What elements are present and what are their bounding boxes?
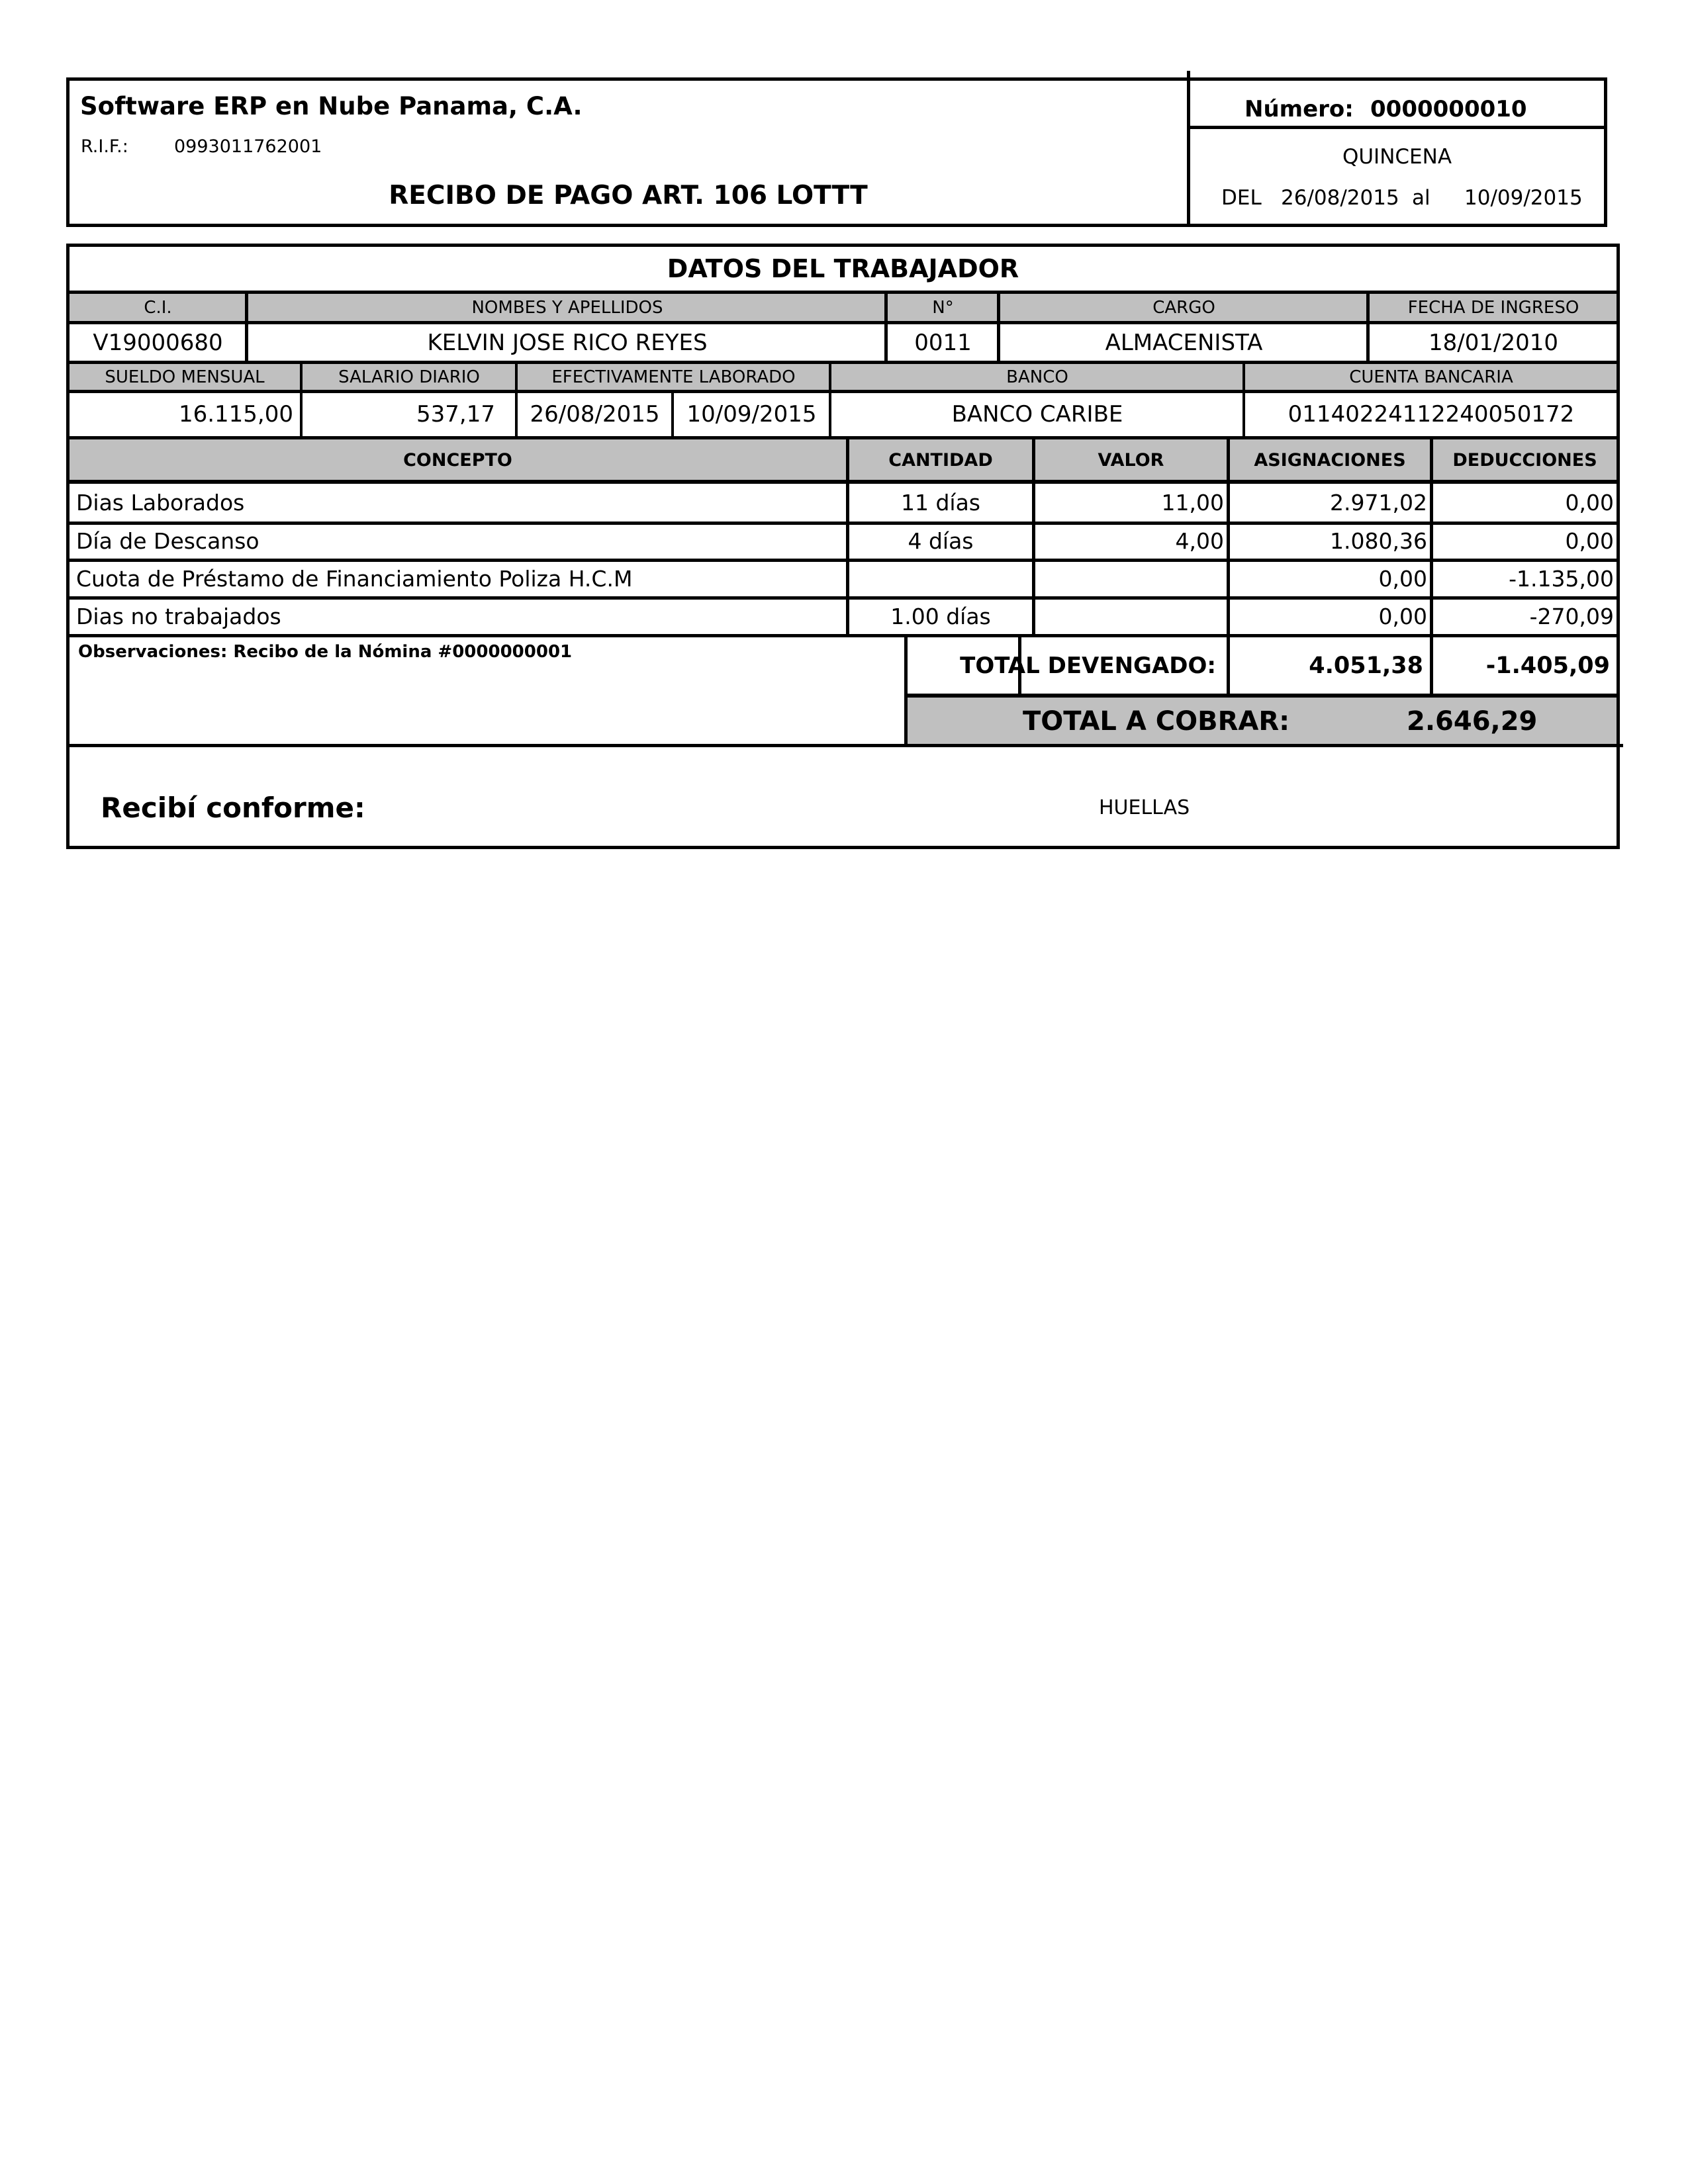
asignaciones-header: ASIGNACIONES bbox=[1254, 449, 1406, 471]
total-a-cobrar-label: TOTAL A COBRAR: bbox=[1023, 705, 1290, 737]
deducciones-cell: -270,09 bbox=[1529, 604, 1614, 629]
numero-value: 0000000010 bbox=[1370, 96, 1527, 122]
divider bbox=[66, 744, 1623, 747]
total-devengado-deducciones: -1.405,09 bbox=[1485, 653, 1610, 679]
asignaciones-cell: 0,00 bbox=[1378, 566, 1427, 592]
period-to-date: 10/09/2015 bbox=[1464, 186, 1583, 210]
deducciones-cell: 0,00 bbox=[1565, 489, 1614, 516]
divider bbox=[245, 291, 248, 362]
deducciones-cell: 0,00 bbox=[1565, 528, 1614, 554]
worker-section-title: DATOS DEL TRABAJADOR bbox=[667, 254, 1019, 283]
divider bbox=[846, 436, 849, 637]
rif-label: R.I.F.: bbox=[81, 136, 128, 157]
cargo-header: CARGO bbox=[1152, 298, 1215, 318]
numero-value: 0011 bbox=[914, 329, 972, 356]
sueldo-mensual-value: 16.115,00 bbox=[178, 401, 293, 428]
nombres-value: KELVIN JOSE RICO REYES bbox=[427, 329, 708, 356]
divider bbox=[300, 362, 303, 437]
asignaciones-cell: 0,00 bbox=[1378, 604, 1427, 629]
divider bbox=[1243, 362, 1245, 437]
period-type: QUINCENA bbox=[1342, 145, 1452, 169]
laborado-hasta-value: 10/09/2015 bbox=[686, 401, 817, 428]
divider bbox=[829, 362, 831, 437]
divider bbox=[1366, 291, 1370, 362]
al-label: al bbox=[1412, 186, 1430, 210]
ci-value: V19000680 bbox=[93, 329, 223, 356]
concepto-cell: Dias Laborados bbox=[76, 489, 245, 516]
salario-diario-header: SALARIO DIARIO bbox=[338, 367, 480, 387]
cantidad-cell: 11 días bbox=[900, 489, 980, 516]
recibi-conforme-label: Recibí conforme: bbox=[101, 791, 365, 824]
asignaciones-cell: 2.971,02 bbox=[1330, 489, 1427, 516]
asignaciones-cell: 1.080,36 bbox=[1330, 528, 1427, 554]
cargo-value: ALMACENISTA bbox=[1105, 329, 1263, 356]
sueldo-mensual-header: SUELDO MENSUAL bbox=[105, 367, 265, 387]
cantidad-header: CANTIDAD bbox=[888, 449, 993, 471]
total-devengado-asignaciones: 4.051,38 bbox=[1309, 653, 1423, 679]
total-a-cobrar-value: 2.646,29 bbox=[1407, 705, 1538, 737]
numero-divider bbox=[1188, 126, 1607, 129]
divider bbox=[671, 391, 674, 437]
cantidad-cell: 4 días bbox=[908, 528, 974, 554]
valor-cell: 11,00 bbox=[1161, 489, 1224, 516]
valor-cell bbox=[1035, 561, 1227, 596]
ci-header: C.I. bbox=[144, 298, 172, 318]
huellas-label: HUELLAS bbox=[1099, 796, 1190, 819]
divider bbox=[1430, 436, 1433, 637]
document-title: RECIBO DE PAGO ART. 106 LOTTT bbox=[389, 180, 868, 210]
company-name: Software ERP en Nube Panama, C.A. bbox=[80, 91, 583, 120]
fecha-ingreso-header: FECHA DE INGRESO bbox=[1407, 298, 1579, 318]
observaciones-text: Observaciones: Recibo de la Nómina #0000000001 bbox=[78, 642, 573, 662]
laborado-desde-value: 26/08/2015 bbox=[530, 401, 660, 428]
rif-value: 0993011762001 bbox=[174, 136, 322, 157]
efectivamente-laborado-header: EFECTIVAMENTE LABORADO bbox=[551, 367, 796, 387]
del-label: DEL bbox=[1221, 186, 1262, 210]
valor-header: VALOR bbox=[1098, 449, 1164, 471]
divider bbox=[997, 291, 1000, 362]
period-from-date: 26/08/2015 bbox=[1281, 186, 1399, 210]
cantidad-cell: 1.00 días bbox=[890, 604, 991, 629]
numero-label: Número: bbox=[1244, 96, 1354, 122]
banco-value: BANCO CARIBE bbox=[951, 401, 1123, 428]
divider bbox=[515, 362, 518, 437]
fecha-ingreso-value: 18/01/2010 bbox=[1429, 329, 1558, 356]
concepto-header: CONCEPTO bbox=[403, 449, 512, 471]
deducciones-header: DEDUCCIONES bbox=[1452, 449, 1597, 471]
cuenta-bancaria-header: CUENTA BANCARIA bbox=[1349, 367, 1513, 387]
concepto-cell: Dias no trabajados bbox=[76, 604, 281, 629]
divider bbox=[884, 291, 888, 362]
salario-diario-value: 537,17 bbox=[416, 401, 495, 428]
cantidad-cell bbox=[849, 561, 1032, 596]
cuenta-bancaria-value: 01140224112240050172 bbox=[1288, 401, 1575, 428]
total-devengado-label: TOTAL DEVENGADO: bbox=[960, 653, 1216, 679]
deducciones-cell: -1.135,00 bbox=[1509, 566, 1614, 592]
concepto-cell: Día de Descanso bbox=[76, 528, 259, 554]
banco-header: BANCO bbox=[1006, 367, 1068, 387]
valor-cell bbox=[1035, 599, 1227, 634]
divider bbox=[1032, 436, 1035, 637]
numero-header: N° bbox=[932, 298, 954, 318]
valor-cell: 4,00 bbox=[1175, 528, 1224, 554]
divider bbox=[1227, 436, 1230, 637]
nombres-header: NOMBES Y APELLIDOS bbox=[471, 298, 663, 318]
concepto-cell: Cuota de Préstamo de Financiamiento Poliza H.C.M bbox=[76, 566, 633, 592]
